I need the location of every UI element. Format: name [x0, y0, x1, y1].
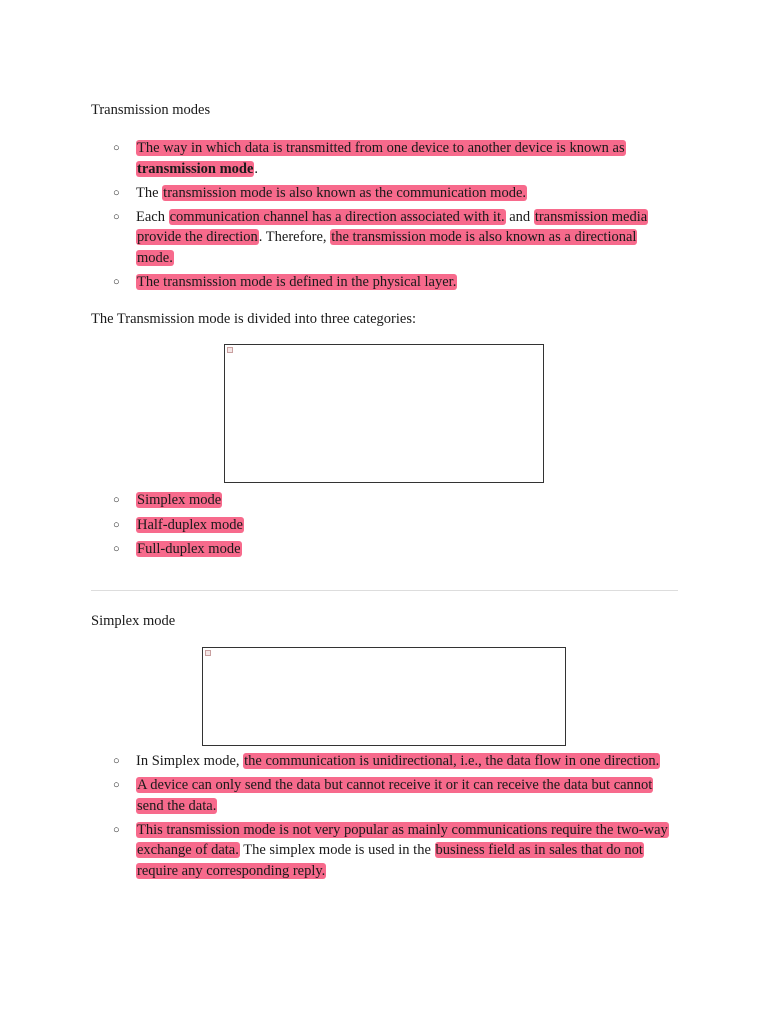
section-divider	[91, 590, 678, 591]
text-run: In Simplex mode,	[136, 753, 244, 769]
bullet-circle-icon: ○	[113, 275, 120, 288]
highlighted-text: business field as in sales that do not require any corresponding reply.	[137, 842, 643, 879]
categories-intro: The Transmission mode is divided into three categories:	[91, 311, 416, 327]
bullet-circle-icon: ○	[113, 543, 120, 555]
bullet-circle-icon: ○	[113, 494, 120, 506]
list-item	[0, 207, 668, 269]
highlighted-text: The way in which data is transmitted from one device to another device is known as	[137, 140, 625, 156]
bullet-circle-icon: ○	[113, 142, 120, 154]
list-item	[0, 775, 668, 816]
section-title-simplex-mode: Simplex mode	[91, 613, 176, 629]
list-item	[0, 820, 668, 882]
highlighted-text: A device can only send the data but cannot receive it or it can receive the data but cannot send the data.	[137, 777, 653, 814]
highlighted-text: This transmission mode is not very popular as mainly communications require the two-way exchange of data.	[137, 821, 668, 858]
highlighted-text: transmission mode	[137, 160, 254, 177]
list-item	[0, 488, 668, 513]
transmission-modes-image-placeholder	[224, 344, 544, 483]
highlighted-text: The transmission mode is defined in the physical layer.	[137, 273, 457, 290]
section-title-transmission-modes: Transmission modes	[91, 102, 211, 118]
highlighted-text: transmission mode is also known as the communication mode.	[163, 184, 527, 201]
broken-image-icon	[227, 347, 233, 353]
list-item	[0, 138, 668, 179]
text-run: and	[505, 208, 534, 225]
list-item	[0, 513, 668, 538]
highlighted-text: the transmission mode is also known as a directional mode.	[137, 229, 637, 266]
list-item	[0, 751, 668, 772]
bullet-circle-icon: ○	[113, 186, 120, 199]
list-item	[0, 537, 668, 562]
highlighted-text: communication channel has a direction associated with it.	[169, 208, 505, 225]
category-bullets	[0, 488, 768, 562]
bullet-circle-icon: ○	[113, 518, 120, 531]
bullet-circle-icon: ○	[113, 779, 120, 791]
simplex-mode-bullets	[0, 751, 768, 885]
highlighted-text: transmission media provide the direction	[137, 208, 648, 245]
bullet-circle-icon: ○	[113, 210, 120, 223]
broken-image-icon	[205, 650, 211, 656]
highlighted-text: the communication is unidirectional, i.e., the data flow in one direction.	[244, 753, 660, 769]
highlighted-text: Full-duplex mode	[137, 541, 241, 557]
list-item	[0, 183, 668, 204]
text-run: .	[254, 160, 259, 177]
text-run: The	[136, 184, 163, 201]
simplex-mode-image-placeholder	[202, 647, 566, 746]
highlighted-text: Simplex mode	[137, 492, 222, 508]
bullet-circle-icon: ○	[113, 755, 120, 767]
highlighted-text: Half-duplex mode	[137, 516, 243, 533]
transmission-mode-bullets	[0, 138, 768, 296]
list-item	[0, 272, 668, 293]
text-run: The simplex mode is used in the	[239, 842, 435, 858]
text-run: Each	[136, 208, 169, 225]
text-run: . Therefore,	[258, 229, 331, 245]
bullet-circle-icon: ○	[113, 823, 120, 836]
